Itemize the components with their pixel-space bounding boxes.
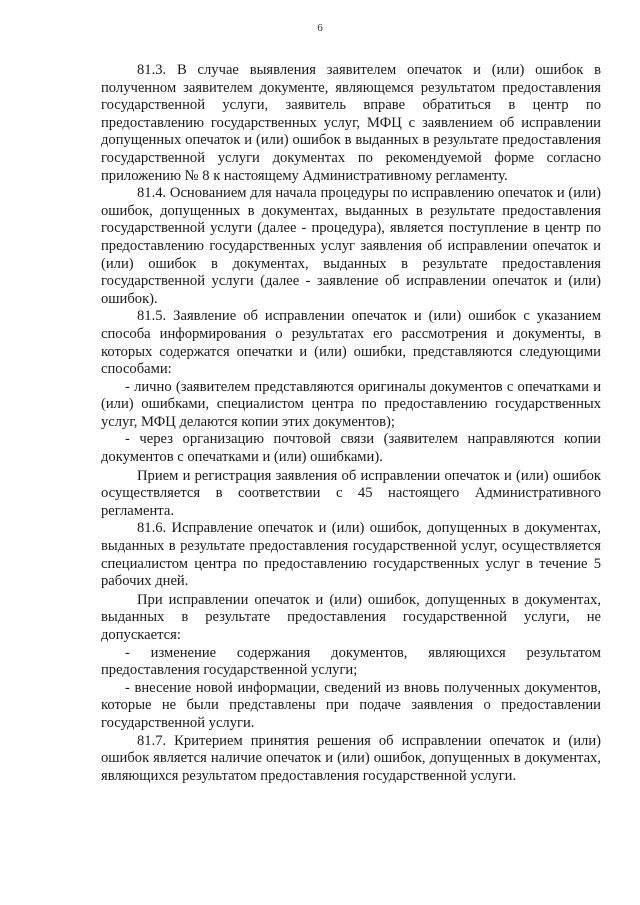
paragraph-81-7: 81.7. Критерием принятия решения об исправлении опечаток и (или) ошибок является наличие опечаток и (или) ошибок, допущенных в документах, являющихся результатом предоставления государственной услуги. [101, 732, 601, 784]
list-item-new-information: - внесение новой информации, сведений из вновь полученных документов, которые не были представлены при подаче заявления о предоставлении государственной услуги. [101, 679, 601, 731]
paragraph-81-6: 81.6. Исправление опечаток и (или) ошибок, допущенных в документах, выданных в результате предоставления государственной услуг, осуществляется специалистом центра по предоставлению государственных услуг в течение 5 рабочих дней. [101, 520, 601, 590]
paragraph-81-5: 81.5. Заявление об исправлении опечаток и (или) ошибок с указанием способа информирования о результатах его рассмотрения и документы, в которых содержатся опечатки и (или) ошибки, представляются следующими способами: [101, 308, 601, 378]
list-item-by-mail: - через организацию почтовой связи (заявителем направляются копии документов с опечатками и (или) ошибками). [101, 431, 601, 466]
list-item-content-change: - изменение содержания документов, являющихся результатом предоставления государственной услуги; [101, 644, 601, 679]
page-number: 6 [317, 22, 323, 34]
paragraph-81-4: 81.4. Основанием для начала процедуры по исправлению опечаток и (или) ошибок, допущенных в документах, выданных в результате предоставления государственной услуги (далее - процедура), является поступление в центр по предоставлению государственных услуг заявления об исправлении опечаток и (или) ошибок в документах, выданных в результате предоставления государственной услуги (далее - заявление об исправлении опечаток и (или) ошибок). [101, 185, 601, 307]
paragraph-reception-registration: Прием и регистрация заявления об исправлении опечаток и (или) ошибок осуществляется в соответствии с 45 настоящего Административного регламента. [101, 467, 601, 519]
list-item-in-person: - лично (заявителем представляются оригиналы документов с опечатками и (или) ошибками, специалистом центра по предоставлению государственных услуг, МФЦ делаются копии этих документов); [101, 378, 601, 430]
paragraph-81-3: 81.3. В случае выявления заявителем опечаток и (или) ошибок в полученном заявителем документе, являющемся результатом предоставления государственной услуги, заявитель вправе обратиться в центр по предоставлению государственных услуг, МФЦ с заявлением об исправлении допущенных опечаток и (или) ошибок в выданных в результате предоставления государственной услуги документах по рекомендуемой форме согласно приложению № 8 к настоящему Административному регламенту. [101, 62, 601, 184]
document-body [101, 62, 601, 785]
paragraph-not-allowed: При исправлении опечаток и (или) ошибок, допущенных в документах, выданных в результате предоставления государственной услуги, не допускается: [101, 591, 601, 643]
